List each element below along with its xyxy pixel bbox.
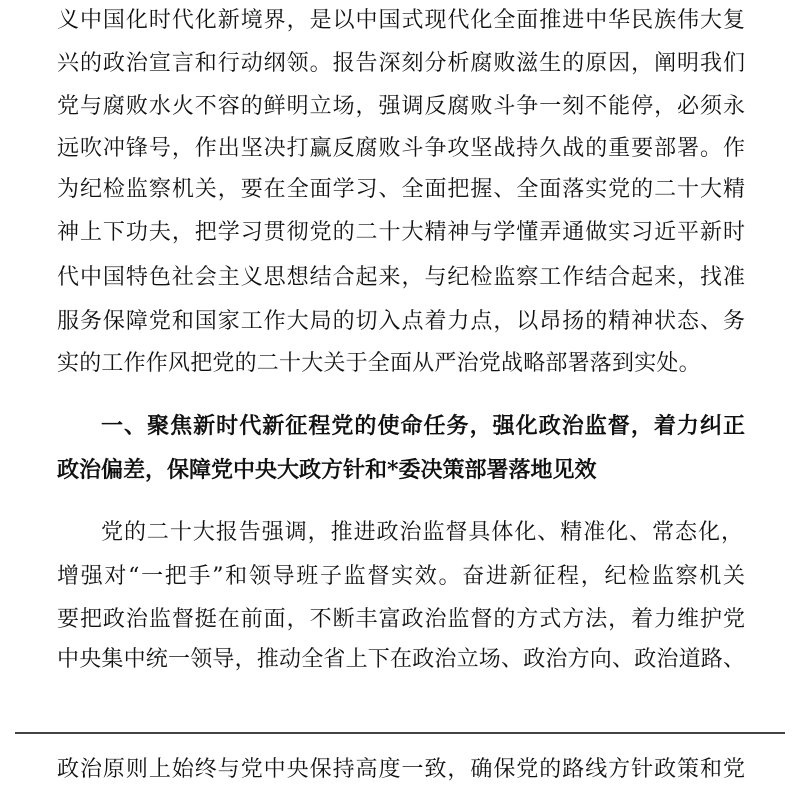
text-line: 政治原则上始终与党中央保持高度一致，确保党的路线方针政策和党: [57, 757, 745, 782]
text-line: 中央集中统一领导，推动全省上下在政治立场、政治方向、政治道路、: [57, 647, 745, 672]
text-line: 为纪检监察机关，要在全面学习、全面把握、全面落实党的二十大精: [57, 177, 745, 202]
text-line: 要把政治监督挺在前面，不断丰富政治监督的方式方法，着力维护党: [57, 607, 745, 632]
text-line: 神上下功夫，把学习贯彻党的二十大精神与学懂弄通做实习近平新时: [57, 220, 745, 245]
text-line: 实的工作作风把党的二十大关于全面从严治党战略部署落到实处。: [57, 351, 701, 376]
heading-line: 政治偏差，保障党中央大政方针和*委决策部署落地见效: [57, 457, 597, 483]
text-line: 义中国化时代化新境界，是以中国式现代化全面推进中华民族伟大复: [57, 8, 745, 33]
text-line: 党与腐败水火不容的鲜明立场，强调反腐败斗争一刻不能停，必须永: [57, 94, 745, 119]
heading-line: 一、聚焦新时代新征程党的使命任务，强化政治监督，着力纠正: [101, 413, 745, 439]
text-line: 服务保障党和国家工作大局的切入点着力点，以昂扬的精神状态、务: [57, 309, 745, 334]
page-break-divider: [15, 732, 785, 734]
text-line: 党的二十大报告强调，推进政治监督具体化、精准化、常态化，: [101, 520, 743, 545]
text-line: 兴的政治宣言和行动纲领。报告深刻分析腐败滋生的原因，阐明我们: [57, 51, 745, 76]
text-line: 增强对“一把手”和领导班子监督实效。奋进新征程，纪检监察机关: [57, 564, 745, 589]
text-line: 远吹冲锋号，作出坚决打赢反腐败斗争攻坚战持久战的重要部署。作: [57, 136, 745, 161]
text-line: 代中国特色社会主义思想结合起来，与纪检监察工作结合起来，找准: [57, 265, 745, 290]
